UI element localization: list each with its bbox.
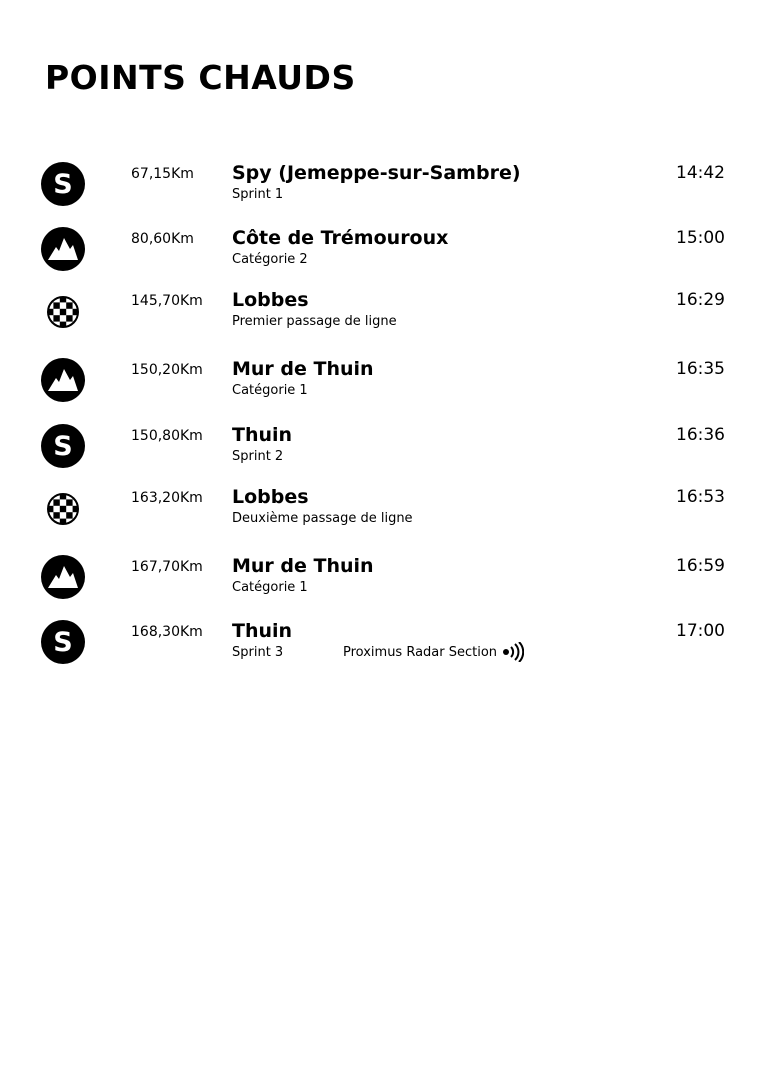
list-item	[0, 424, 768, 484]
point-name: Côte de Trémouroux	[232, 227, 449, 249]
distance-km: 150,80Km	[131, 428, 203, 444]
page-title: POINTS CHAUDS	[45, 58, 356, 97]
list-item	[0, 620, 768, 680]
sprint-icon	[41, 424, 85, 468]
point-name: Mur de Thuin	[232, 555, 374, 577]
point-name: Mur de Thuin	[232, 358, 374, 380]
point-name: Lobbes	[232, 486, 309, 508]
point-category: Catégorie 1	[232, 383, 308, 398]
svg-text:S: S	[53, 169, 73, 200]
sprint-icon	[41, 620, 85, 664]
mountain-icon	[41, 358, 85, 402]
list-item	[0, 289, 768, 349]
distance-km: 67,15Km	[131, 166, 194, 182]
distance-km: 168,30Km	[131, 624, 203, 640]
point-category: Catégorie 1	[232, 580, 308, 595]
passage-time: 16:53	[676, 487, 725, 507]
passage-time: 16:59	[676, 556, 725, 576]
passage-time: 17:00	[676, 621, 725, 641]
distance-km: 145,70Km	[131, 293, 203, 309]
point-name: Spy (Jemeppe-sur-Sambre)	[232, 162, 521, 184]
distance-km: 150,20Km	[131, 362, 203, 378]
mountain-icon	[41, 227, 85, 271]
svg-text:S: S	[53, 431, 73, 462]
point-category: Premier passage de ligne	[232, 314, 397, 329]
passage-time: 16:35	[676, 359, 725, 379]
distance-km: 163,20Km	[131, 490, 203, 506]
passage-time: 14:42	[676, 163, 725, 183]
point-category: Sprint 3	[232, 645, 284, 660]
list-item	[0, 162, 768, 222]
list-item	[0, 358, 768, 418]
point-name: Thuin	[232, 620, 293, 642]
point-name: Thuin	[232, 424, 293, 446]
point-name: Lobbes	[232, 289, 309, 311]
passage-time: 16:29	[676, 290, 725, 310]
sprint-icon	[41, 162, 85, 206]
point-category: Sprint 2	[232, 449, 284, 464]
list-item	[0, 486, 768, 546]
radar-section	[343, 642, 524, 662]
svg-text:S: S	[53, 627, 73, 658]
passage-time: 15:00	[676, 228, 725, 248]
point-category: Sprint 1	[232, 187, 284, 202]
point-category: Catégorie 2	[232, 252, 308, 267]
radar-icon	[502, 642, 524, 662]
distance-km: 167,70Km	[131, 559, 203, 575]
list-item	[0, 227, 768, 287]
mountain-icon	[41, 555, 85, 599]
list-item	[0, 555, 768, 615]
distance-km: 80,60Km	[131, 231, 194, 247]
radar-section-label: Proximus Radar Section	[343, 644, 498, 660]
point-category: Deuxième passage de ligne	[232, 511, 413, 526]
finish-flag-icon	[47, 493, 79, 525]
finish-flag-icon	[47, 296, 79, 328]
passage-time: 16:36	[676, 425, 725, 445]
